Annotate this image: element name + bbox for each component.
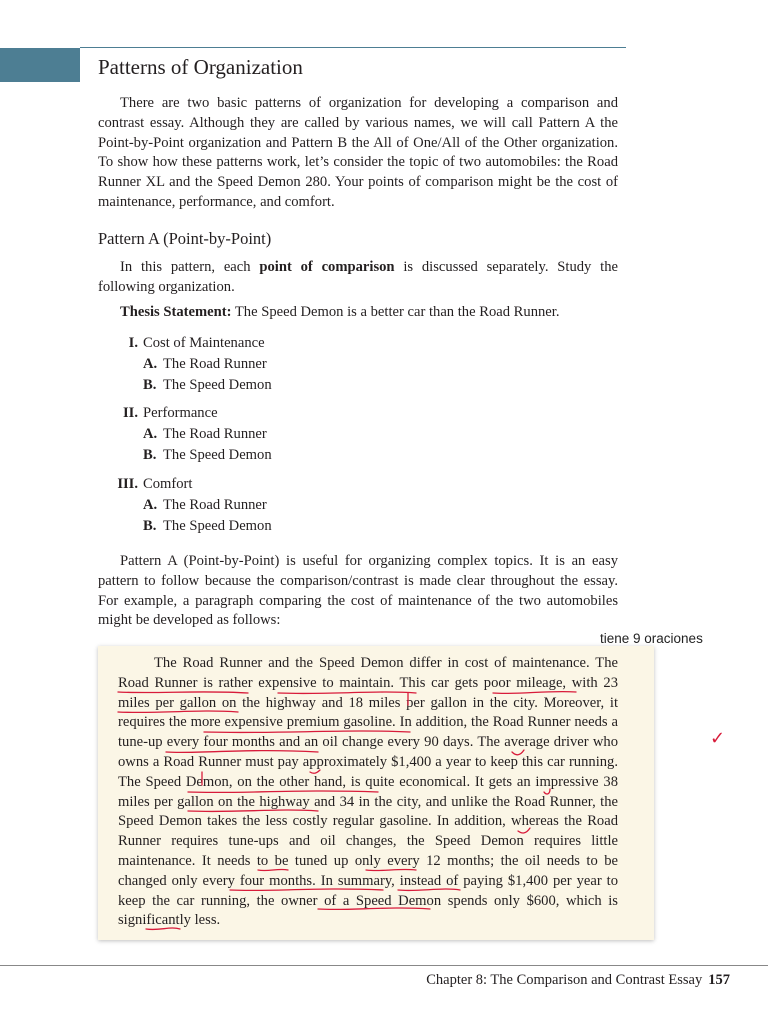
outline-section-2 bbox=[98, 403, 272, 466]
outline-letter: A. bbox=[143, 497, 158, 513]
page-number: 157 bbox=[708, 972, 730, 988]
thesis-text: The Speed Demon is a better car than the Road Runner. bbox=[231, 304, 560, 320]
top-rule bbox=[80, 47, 626, 48]
outline-heading-row bbox=[98, 474, 272, 495]
intro-text: There are two basic patterns of organization for developing a comparison and contrast essay. Although they are called by various names, we will call Pattern A the Point-by-Point organization and Pattern B the All of One/All of the Other organization. To show how these patterns work, let’s consider the topic of two automobiles: the Road Runner XL and the Speed Demon 280. Your points of comparison might be the cost of maintenance, performance, and comfort. bbox=[98, 95, 618, 210]
pattern-intro-section bbox=[98, 258, 618, 298]
outline-letter: B. bbox=[143, 447, 157, 463]
example-paragraph-box bbox=[98, 646, 654, 940]
outline-letter: B. bbox=[143, 518, 157, 534]
outline-item bbox=[98, 424, 272, 445]
outline-heading-row bbox=[98, 403, 272, 424]
outline-letter: A. bbox=[143, 356, 158, 372]
pattern-intro-after: is discussed separately. Study the following organization. bbox=[98, 259, 618, 295]
outline-heading: Comfort bbox=[143, 476, 193, 492]
check-mark-icon: ✓ bbox=[710, 728, 726, 749]
thesis-statement bbox=[120, 304, 559, 321]
outline-heading: Performance bbox=[143, 405, 218, 421]
outline-section-3 bbox=[98, 474, 272, 537]
pattern-intro-before: In this pattern, each bbox=[120, 259, 260, 275]
page-footer bbox=[426, 972, 730, 989]
outline-letter: B. bbox=[143, 377, 157, 393]
pattern-a-heading: Pattern A (Point-by-Point) bbox=[98, 229, 272, 248]
outline-item-text: The Road Runner bbox=[163, 356, 267, 372]
intro-section bbox=[98, 94, 618, 213]
chapter-tab-block bbox=[0, 48, 80, 82]
pattern-intro-bold: point of comparison bbox=[259, 259, 395, 275]
outline-numeral: II. bbox=[122, 405, 138, 421]
outline-item-text: The Speed Demon bbox=[163, 447, 272, 463]
pattern-intro-paragraph bbox=[98, 258, 618, 298]
outline-item bbox=[98, 354, 272, 375]
outline-item bbox=[98, 375, 272, 396]
outline-item bbox=[98, 495, 272, 516]
outline-heading-row bbox=[98, 333, 272, 354]
outline-item bbox=[98, 445, 272, 466]
outline-item-text: The Speed Demon bbox=[163, 518, 272, 534]
outline-item bbox=[98, 516, 272, 537]
example-paragraph: The Road Runner and the Speed Demon differ in cost of maintenance. The Road Runner is rather expensive to maintain. This car gets poor mileage, with 23 miles per gallon on the highway and 18 miles per gallon in the city. Moreover, it requires the more expensive premium gasoline. In addition, the Road Runner needs a tune-up every four months and an oil change every 90 days. The average driver who owns a Road Runner must pay approximately $1,400 a year to keep this car running. The Speed Demon, on the other hand, is quite economical. It gets an impressive 38 miles per gallon on the highway and 34 in the city, and unlike the Road Runner, the Speed Demon takes the less costly regular gasoline. In addition, whereas the Road Runner requires tune-ups and oil changes, the Speed Demon requires little maintenance. It needs to be tuned up only every 12 months; the oil needs to be changed only every four months. In summary, instead of paying $1,400 per year to keep the car running, the owner of a Speed Demon spends only $600, which is significantly less. bbox=[118, 655, 618, 929]
page-title: Patterns of Organization bbox=[98, 55, 303, 79]
outline-item-text: The Road Runner bbox=[163, 497, 267, 513]
outline-item-text: The Road Runner bbox=[163, 426, 267, 442]
outline-heading: Cost of Maintenance bbox=[143, 335, 265, 351]
footer-rule bbox=[0, 965, 768, 966]
usage-paragraph: Pattern A (Point-by-Point) is useful for organizing complex topics. It is an easy pattern to follow because the comparison/contrast is made clear throughout the essay. For example, a paragraph comparing the cost of maintenance of the two automobiles might be developed as follows: bbox=[98, 553, 618, 629]
outline-numeral: III. bbox=[117, 476, 138, 492]
usage-section bbox=[98, 552, 618, 631]
handwritten-note: tiene 9 oraciones bbox=[600, 631, 703, 646]
footer-chapter: Chapter 8: The Comparison and Contrast Essay bbox=[426, 972, 703, 988]
intro-paragraph bbox=[98, 94, 618, 213]
outline-letter: A. bbox=[143, 426, 158, 442]
outline-numeral: I. bbox=[128, 335, 138, 351]
outline-section-1 bbox=[98, 333, 272, 396]
outline-item-text: The Speed Demon bbox=[163, 377, 272, 393]
thesis-label: Thesis Statement: bbox=[120, 304, 232, 320]
